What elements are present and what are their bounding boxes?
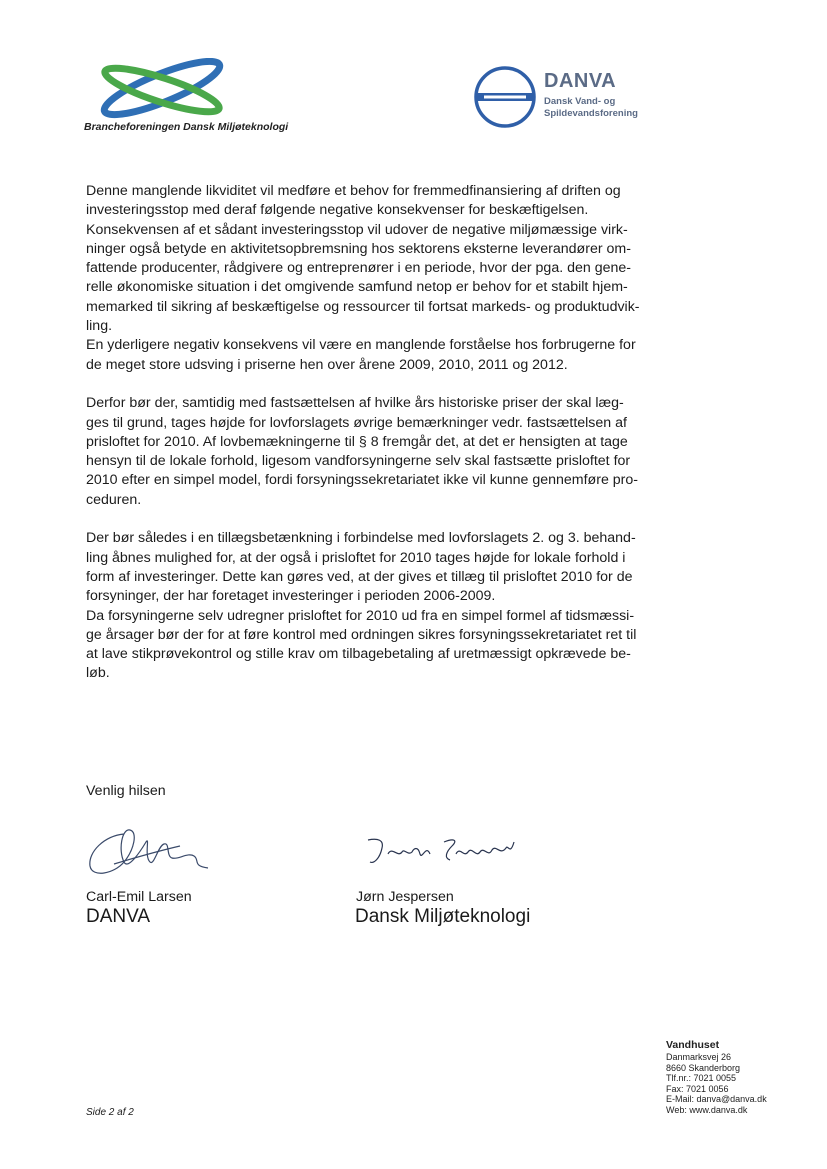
signer-left-org: DANVA bbox=[86, 906, 151, 927]
dansk-miljoteknologi-logo bbox=[84, 58, 324, 138]
letter-body bbox=[86, 182, 642, 684]
page-number: Side 2 af 2 bbox=[86, 1107, 134, 1118]
text-line: Konsekvensen af et sådant investeringsstop vil udover de negative miljømæssige virk- bbox=[86, 221, 628, 238]
text-line: løb. bbox=[86, 665, 110, 682]
text-line: hensyn til de lokale forhold, ligesom vandforsyningerne selv skal fastsætte prisloftet for bbox=[86, 453, 631, 470]
text-line: Da forsyningerne selv udregner prisloftet for 2010 ud fra en simpel formel af tidsmæssi- bbox=[86, 607, 635, 624]
text-line: memarked til sikring af beskæftigelse og ressourcer til fortsat markeds- og produktudvik- bbox=[86, 298, 640, 315]
text-line: form af investeringer. Dette kan gøres ved, at der gives et tillæg til prisloftet 2010 for de bbox=[86, 568, 633, 585]
signer-right-org: Dansk Miljøteknologi bbox=[355, 906, 531, 927]
address-line: Danmarksvej 26 bbox=[666, 1052, 732, 1062]
signer-right-name: Jørn Jespersen bbox=[356, 889, 454, 905]
danva-subtitle-line2: Spildevandsforening bbox=[544, 108, 638, 119]
text-line: fattende producenter, rådgivere og entreprenører i en periode, hvor der pga. den gene- bbox=[86, 260, 631, 277]
paragraph-1 bbox=[86, 182, 642, 375]
address-block bbox=[666, 1039, 767, 1116]
text-line: forsyninger, der har foretaget investeringer i perioden 2006-2009. bbox=[86, 588, 496, 605]
text-line: ges til grund, tages højde for lovforslagets øvrige bemærkninger vedr. fastsættelsen af bbox=[86, 414, 627, 431]
text-line: ling åbnes mulighed for, at der også i prisloftet for 2010 tages højde for lokale forhold i bbox=[86, 549, 626, 566]
signature-left bbox=[84, 822, 214, 889]
text-line: ling. bbox=[86, 318, 113, 335]
signer-left-name: Carl-Emil Larsen bbox=[86, 889, 192, 905]
signature-right bbox=[364, 834, 524, 879]
text-line: Der bør således i en tillægsbetænkning i forbindelse med lovforslagets 2. og 3. behand- bbox=[86, 530, 636, 547]
text-line: Denne manglende likviditet vil medføre et behov for fremmedfinansiering af driften og bbox=[86, 183, 621, 199]
web-line: Web: www.danva.dk bbox=[666, 1104, 748, 1115]
address-line: 8660 Skanderborg bbox=[666, 1062, 741, 1073]
text-line: ceduren. bbox=[86, 491, 142, 508]
text-line: relle økonomiske situation i det omgivende samfund netop er behov for et stabilt hjem- bbox=[86, 279, 628, 296]
text-line: Derfor bør der, samtidig med fastsættelsen af hvilke års historiske priser der skal læg- bbox=[86, 395, 624, 412]
danva-emblem-icon bbox=[472, 64, 538, 130]
paragraph-2 bbox=[86, 394, 642, 510]
address-head: Vandhuset bbox=[666, 1039, 720, 1051]
text-line: En yderligere negativ konsekvens vil være en manglende forståelse hos forbrugerne for bbox=[86, 337, 636, 354]
phone-line: Tlf.nr.: 7021 0055 bbox=[666, 1073, 737, 1084]
paragraph-3 bbox=[86, 529, 642, 683]
orbit-logo-icon bbox=[94, 58, 234, 120]
text-line: 2010 efter en simpel model, fordi forsyningssekretariatet ikke vil kunne gennemføre pro- bbox=[86, 472, 639, 489]
email-line: E-Mail: danva@danva.dk bbox=[666, 1094, 767, 1105]
text-line: investeringsstop med deraf følgende negative konsekvenser for beskæftigelsen. bbox=[86, 202, 589, 219]
greeting: Venlig hilsen bbox=[86, 783, 166, 799]
danva-subtitle-line1: Dansk Vand- og bbox=[544, 96, 616, 107]
left-logo-caption: Brancheforeningen Dansk Miljøteknologi bbox=[84, 121, 289, 133]
text-line: de meget store udsving i priserne hen over årene 2009, 2010, 2011 og 2012. bbox=[86, 356, 568, 373]
danva-wordmark: DANVA bbox=[544, 70, 617, 92]
fax-line: Fax: 7021 0056 bbox=[666, 1083, 729, 1094]
text-line: ninger også betyde en aktivitetsopbremsning hos sektorens eksterne leverandører om- bbox=[86, 240, 631, 257]
text-line: at lave stikprøvekontrol og stille krav om tilbagebetaling af uretmæssigt opkrævede be- bbox=[86, 646, 631, 663]
danva-logo bbox=[472, 64, 652, 134]
text-line: prisloftet for 2010. Af lovbemækningerne til § 8 fremgår det, at det er hensigten at tage bbox=[86, 433, 628, 450]
text-line: ge årsager bør der for at føre kontrol med ordningen sikres forsyningssekretariatet ret til bbox=[86, 626, 637, 643]
